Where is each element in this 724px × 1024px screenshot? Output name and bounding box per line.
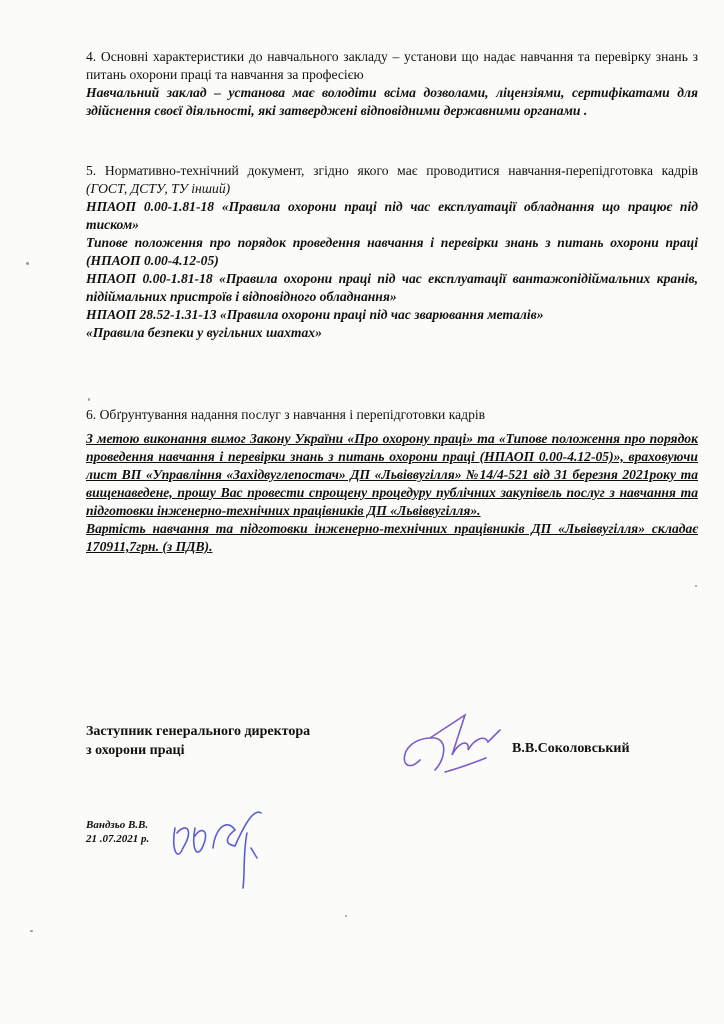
executor-name: Вандзьо В.В. <box>86 819 149 831</box>
section-6-cost: Вартість навчання та підготовки інженерно-технічних працівників ДП «Львіввугілля» складає 170911,7грн. (з ПДВ). <box>86 521 698 554</box>
scan-speck <box>345 915 347 917</box>
section-6-justification: З метою виконання вимог Закону України «Про охорону праці» та «Типове положення про порядок проведення навчання і перевірки знань з питань охорони праці (НПАОП 0.00-4.12-05)», враховуючи лист ВП «Управління «Західвуглепостач» ДП «Львіввугілля» №14/4-521 від 31 березня 2021року та вищенаведене, прошу Вас провести спрощену процедуру публічних закупівель послуг з навчання та підготовки інженерно-технічних працівників ДП «Львіввугілля». <box>86 431 698 518</box>
signatory-position <box>86 722 310 760</box>
norm-doc-item: НПАОП 0.00-1.81-18 «Правила охорони праці під час експлуатації вантажопідіймальних кранів, підіймальних пристроїв і відповідного обладнання» <box>86 271 698 304</box>
section-5-heading-main: 5. Нормативно-технічний документ, згідно якого має проводитися навчання-перепідготовка кадрів <box>86 163 698 178</box>
section-6-heading: 6. Обґрунтування надання послуг з навчання і перепідготовки кадрів <box>86 407 486 422</box>
norm-doc-item: НПАОП 0.00-1.81-18 «Правила охорони праці під час експлуатації обладнання що працює під тиском» <box>86 199 698 232</box>
executor-info <box>86 818 149 846</box>
director-signature <box>390 700 530 790</box>
executor-signature <box>165 788 285 898</box>
section-5 <box>86 162 698 342</box>
scan-speck <box>695 585 697 587</box>
scan-speck <box>88 398 90 401</box>
section-4-heading: 4. Основні характеристики до навчального закладу – установи що надає навчання та перевірку знань з питань охорони праці та навчання за професією <box>86 49 698 82</box>
executor-date: 21 .07.2021 р. <box>86 833 150 845</box>
signatory-name: В.В.Соколовський <box>512 741 630 756</box>
section-6 <box>86 406 698 556</box>
norm-doc-item: НПАОП 28.52-1.31-13 «Правила охорони праці під час зварювання металів» <box>86 307 544 322</box>
section-5-heading-note: (ГОСТ, ДСТУ, ТУ інший) <box>86 181 231 196</box>
signatory-position-line1: Заступник генерального директора <box>86 724 311 739</box>
norm-doc-item: Типове положення про порядок проведення навчання і перевірки знань з питань охорони праці (НПАОП 0.00-4.12-05) <box>86 235 698 268</box>
section-5-heading <box>86 162 698 198</box>
section-4-body: Навчальний заклад – установа має володіти всіма дозволами, ліцензіями, сертифікатами для здійснення своєї діяльності, які затверджені відповідними державними органами . <box>86 85 698 118</box>
norm-doc-item: «Правила безпеки у вугільних шахтах» <box>86 325 322 340</box>
scan-speck <box>30 930 33 932</box>
section-4 <box>86 48 698 120</box>
scan-speck <box>26 262 29 265</box>
signatory-position-line2: з охорони праці <box>86 743 185 758</box>
